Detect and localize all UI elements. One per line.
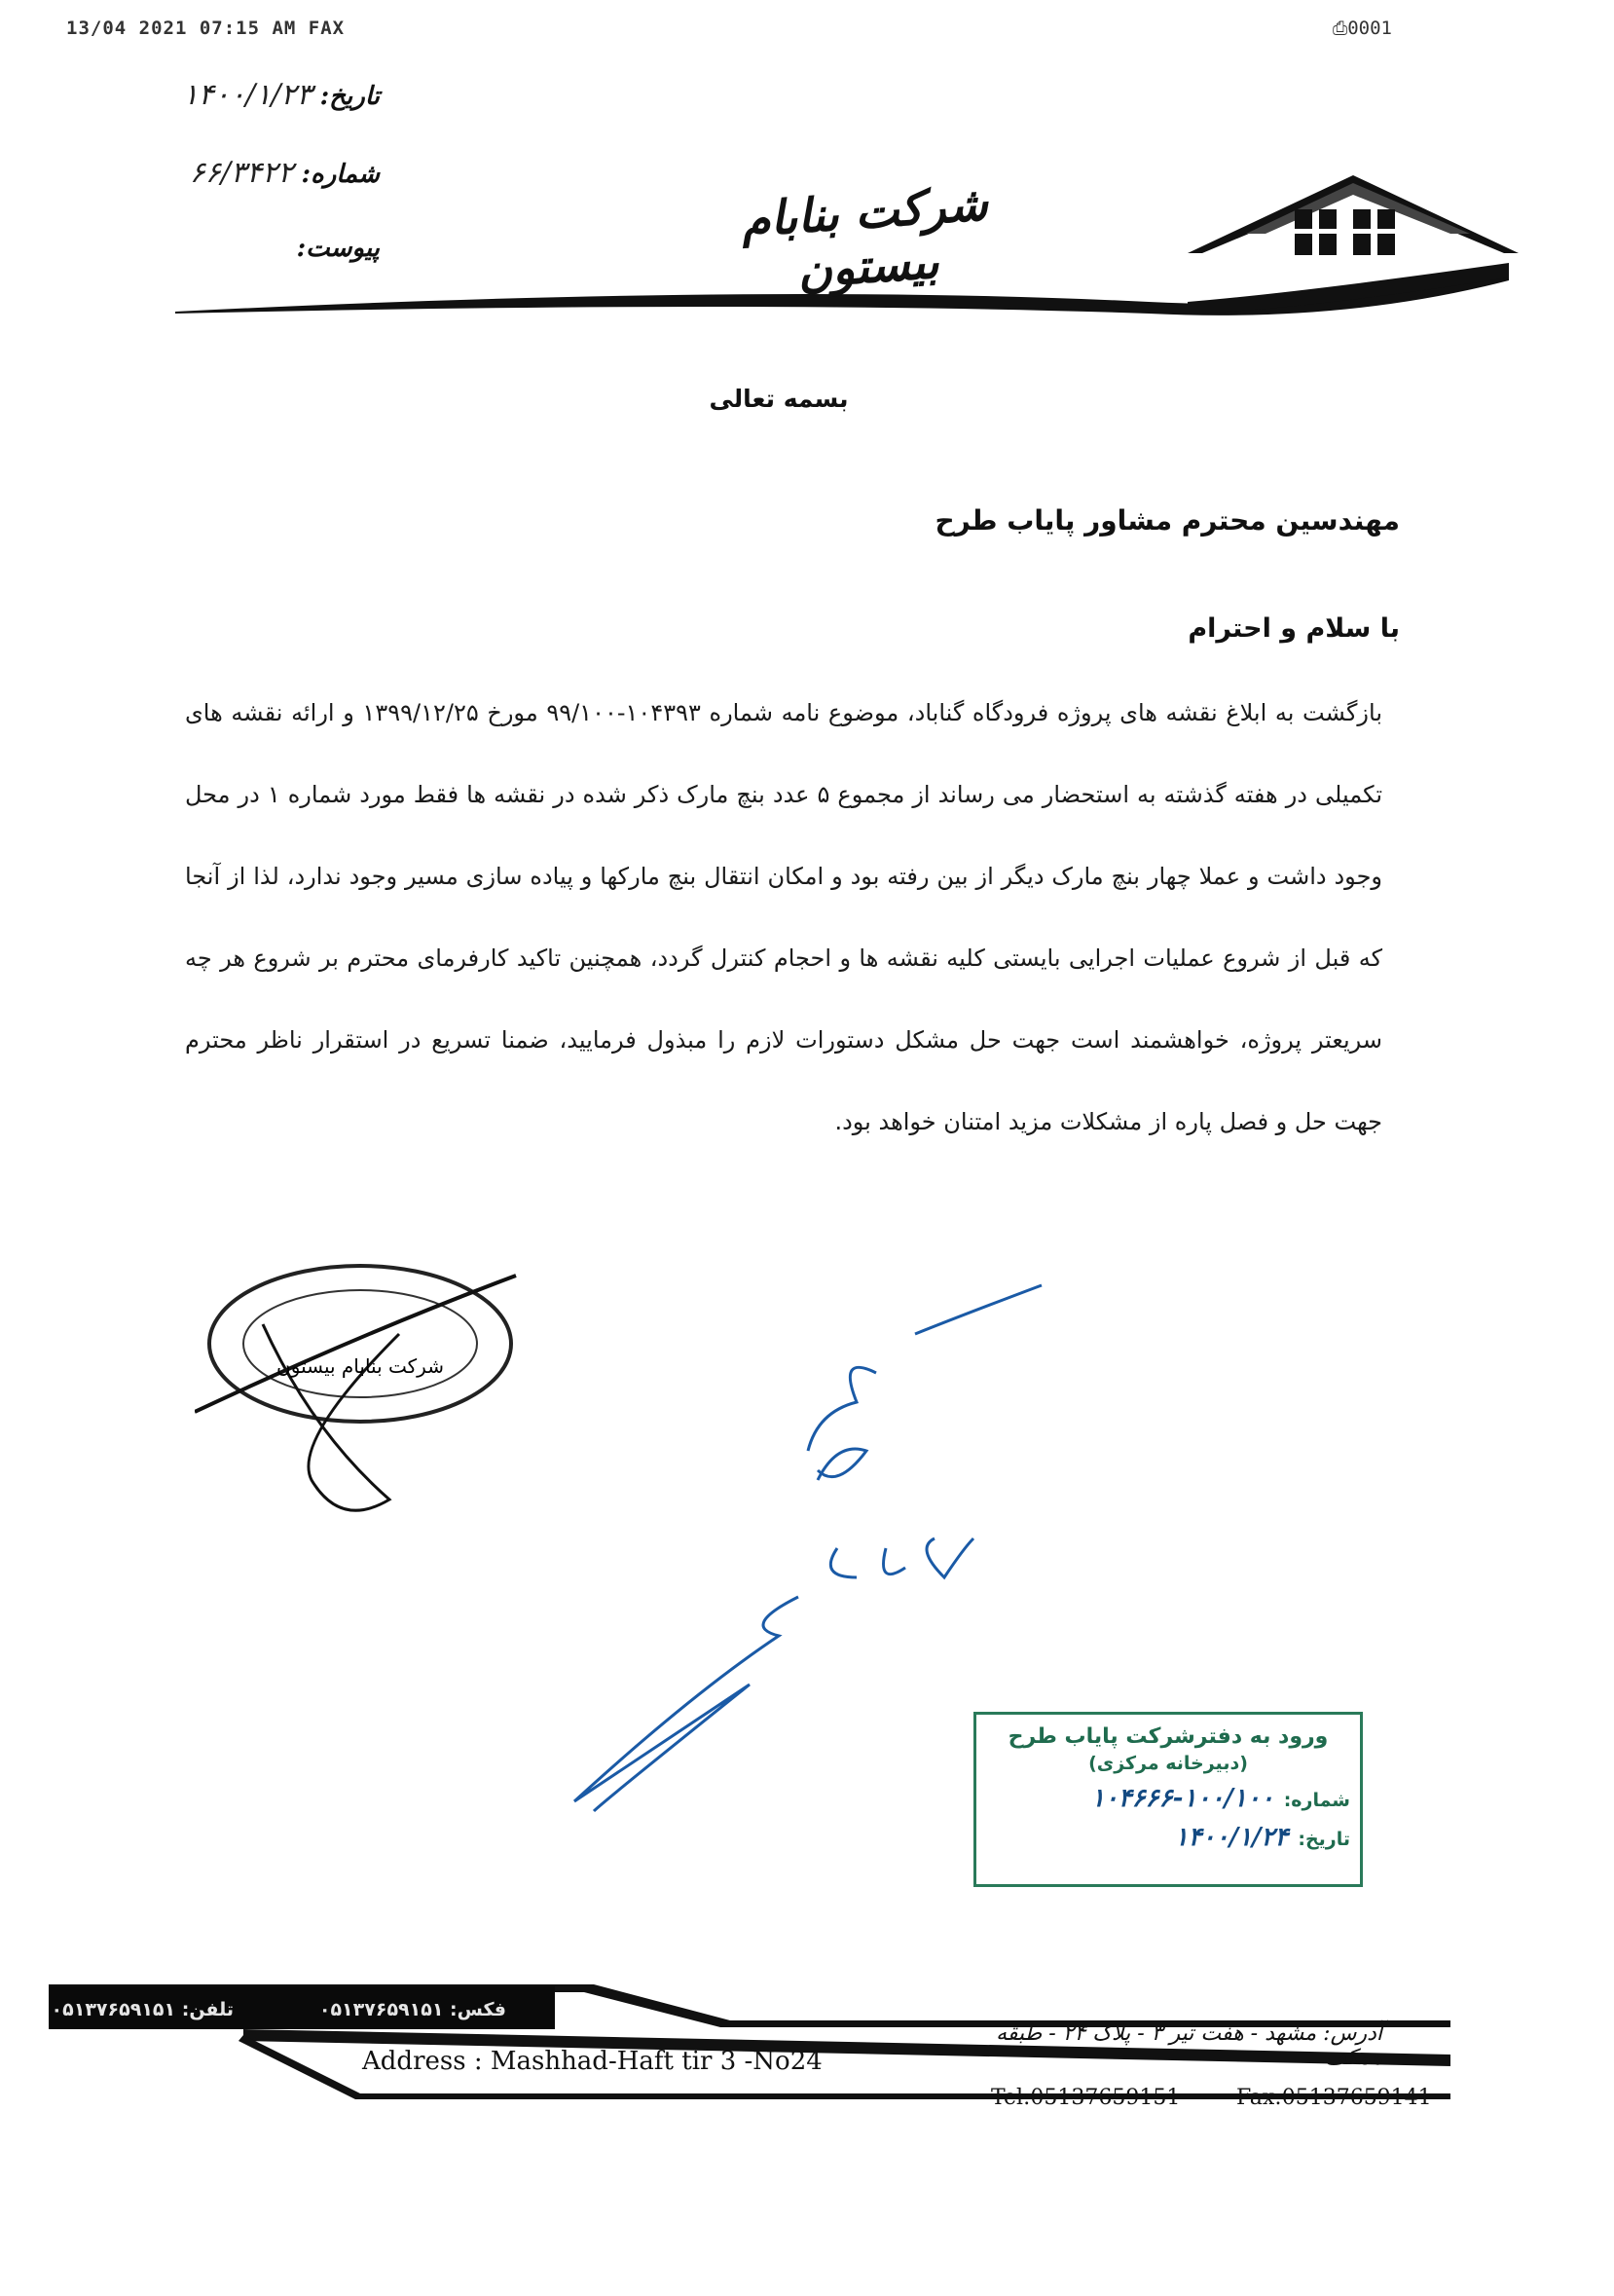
fax-header: 13/04 2021 07:15 AM FAX — [66, 18, 346, 39]
receipt-number-label: شماره: — [1283, 1790, 1350, 1811]
footer-address-fa: آدرس: مشهد - هفت تیر ۳ - پلاک ۲۴ - طبقه همکف — [996, 2021, 1382, 2070]
receipt-number-row — [986, 1784, 1350, 1813]
page-number — [1333, 18, 1392, 39]
seal-text: شرکت بنابام بیستون — [276, 1354, 444, 1378]
attachment-label: پیوست: — [296, 234, 380, 263]
company-name: شرکت بنابام بیستون — [739, 176, 990, 299]
letter-body: بازگشت به ابلاغ نقشه های پروژه فرودگاه گناباد، موضوع نامه شماره ۱۰۴۳۹۳-۹۹/۱۰۰ مورخ ۱۳۹۹/۱۲/۲۵ و ارائه نقشه های تکمیلی در هفته گذشته به استحضار می رساند از مجموع ۵ عدد بنچ مارک ذکر شده در نقشه ها فقط مورد شماره ۱ در محل وجود داشت و عملا چهار بنچ مارک دیگر از بین رفته بود و امکان انتقال بنچ مارکها و پیاده سازی مسیر وجود ندارد، لذا از آنجا که قبل از شروع عملیات اجرایی بایستی کلیه نقشه ها و احجام کنترل گردد، همچنین تاکید کارفرمای محترم بر شروع هر چه سریعتر پروژه، خواهشمند است جهت حل مشکل دستورات لازم را مبذول فرمایید، ضمنا تسریع در استقرار ناظر محترم جهت حل و فصل پاره از مشکلات مزید امتنان خواهد بود. — [185, 699, 1383, 1135]
date-label: تاریخ: — [319, 82, 380, 111]
fax-page-icon: ⎙ — [1333, 18, 1348, 39]
footer-address-en: Address : Mashhad-Haft tir 3 -No24 — [362, 2047, 823, 2076]
company-seal — [195, 1246, 526, 1538]
footer-phone-left: ۰۵۱۳۷۶۵۹۱۵۱ :تلفن — [51, 1999, 234, 2020]
page-number-value: 0001 — [1347, 18, 1392, 39]
date-row — [127, 78, 380, 156]
receipt-stamp — [973, 1712, 1363, 1887]
footer-phone-mid: ۰۵۱۳۷۶۵۹۱۵۱ :فکس — [318, 1999, 506, 2020]
receipt-date-label: تاریخ: — [1298, 1829, 1350, 1850]
salutation: مهندسین محترم مشاور پایاب طرح — [935, 504, 1400, 537]
footer-tel: Tel:05137659151 — [991, 2086, 1181, 2110]
date-value: ۱۴۰۰/۱/۲۳ — [182, 78, 312, 112]
receipt-stamp-subtitle: (دبیرخانه مرکزی) — [1088, 1753, 1248, 1774]
greeting: با سلام و احترام — [1188, 613, 1400, 644]
house-logo-icon — [1188, 175, 1519, 314]
number-value: ۶۶/۳۴۲۲ — [189, 156, 294, 190]
receipt-number-value: ۱۰۴۶۶۶-۱۰۰/۱۰۰ — [1090, 1784, 1274, 1813]
receipt-date-value: ۱۴۰۰/۱/۲۴ — [1174, 1823, 1289, 1852]
number-label: شماره: — [301, 160, 380, 189]
invocation: بسمه تعالی — [709, 385, 849, 413]
footer-fax: Fax:05137659141 — [1236, 2086, 1432, 2110]
receipt-stamp-title: ورود به دفترشرکت پایاب طرح — [1008, 1724, 1329, 1749]
receipt-date-row — [986, 1823, 1350, 1852]
